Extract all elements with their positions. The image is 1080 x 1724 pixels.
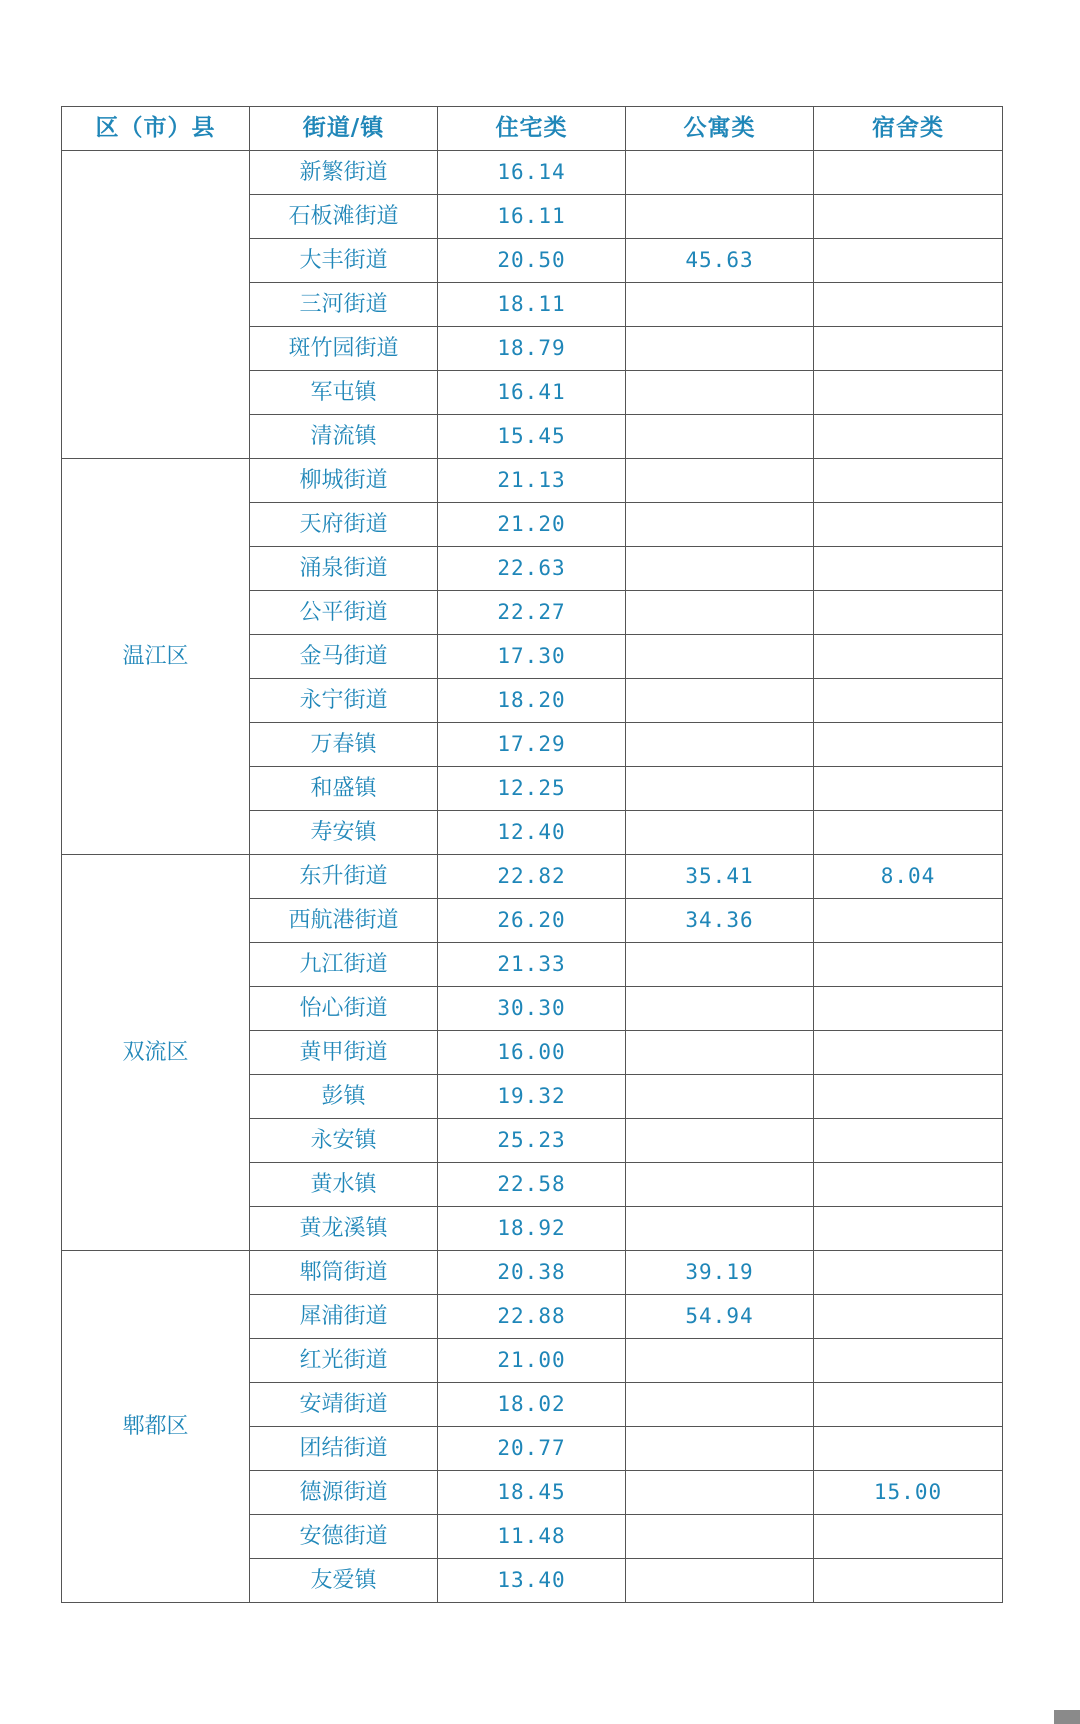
apartment-cell <box>626 679 814 723</box>
street-cell: 犀浦街道 <box>250 1295 438 1339</box>
residential-cell: 18.45 <box>438 1471 626 1515</box>
street-cell: 永宁街道 <box>250 679 438 723</box>
residential-cell: 20.50 <box>438 239 626 283</box>
street-cell: 三河街道 <box>250 283 438 327</box>
apartment-cell: 34.36 <box>626 899 814 943</box>
street-cell: 德源街道 <box>250 1471 438 1515</box>
apartment-cell <box>626 151 814 195</box>
district-cell: 双流区 <box>62 855 250 1251</box>
dormitory-cell <box>814 415 1003 459</box>
dormitory-cell <box>814 723 1003 767</box>
residential-cell: 19.32 <box>438 1075 626 1119</box>
district-cell <box>62 151 250 459</box>
street-cell: 九江街道 <box>250 943 438 987</box>
residential-cell: 20.38 <box>438 1251 626 1295</box>
apartment-cell <box>626 195 814 239</box>
residential-cell: 22.58 <box>438 1163 626 1207</box>
dormitory-cell <box>814 1559 1003 1603</box>
dormitory-cell <box>814 635 1003 679</box>
apartment-cell <box>626 943 814 987</box>
apartment-cell <box>626 283 814 327</box>
dormitory-cell <box>814 1251 1003 1295</box>
dormitory-cell <box>814 899 1003 943</box>
apartment-cell: 54.94 <box>626 1295 814 1339</box>
residential-cell: 30.30 <box>438 987 626 1031</box>
apartment-cell <box>626 723 814 767</box>
apartment-cell <box>626 371 814 415</box>
residential-cell: 11.48 <box>438 1515 626 1559</box>
dormitory-cell <box>814 987 1003 1031</box>
street-cell: 西航港街道 <box>250 899 438 943</box>
residential-cell: 26.20 <box>438 899 626 943</box>
apartment-cell <box>626 327 814 371</box>
street-cell: 黄龙溪镇 <box>250 1207 438 1251</box>
residential-cell: 18.11 <box>438 283 626 327</box>
street-cell: 和盛镇 <box>250 767 438 811</box>
apartment-cell <box>626 1339 814 1383</box>
street-cell: 东升街道 <box>250 855 438 899</box>
residential-cell: 21.00 <box>438 1339 626 1383</box>
residential-cell: 16.11 <box>438 195 626 239</box>
table-row <box>62 1251 1003 1295</box>
apartment-cell <box>626 767 814 811</box>
street-cell: 安靖街道 <box>250 1383 438 1427</box>
street-cell: 清流镇 <box>250 415 438 459</box>
street-cell: 柳城街道 <box>250 459 438 503</box>
residential-cell: 21.33 <box>438 943 626 987</box>
residential-cell: 15.45 <box>438 415 626 459</box>
dormitory-cell <box>814 679 1003 723</box>
apartment-cell <box>626 1383 814 1427</box>
dormitory-cell <box>814 283 1003 327</box>
street-cell: 金马街道 <box>250 635 438 679</box>
apartment-cell <box>626 635 814 679</box>
table-row <box>62 459 1003 503</box>
dormitory-cell <box>814 239 1003 283</box>
header-residential: 住宅类 <box>438 107 626 151</box>
table-row <box>62 151 1003 195</box>
street-cell: 永安镇 <box>250 1119 438 1163</box>
apartment-cell <box>626 1471 814 1515</box>
street-cell: 大丰街道 <box>250 239 438 283</box>
residential-cell: 16.14 <box>438 151 626 195</box>
residential-cell: 16.41 <box>438 371 626 415</box>
street-cell: 万春镇 <box>250 723 438 767</box>
street-cell: 团结街道 <box>250 1427 438 1471</box>
street-cell: 黄甲街道 <box>250 1031 438 1075</box>
dormitory-cell <box>814 459 1003 503</box>
apartment-cell <box>626 547 814 591</box>
dormitory-cell <box>814 1031 1003 1075</box>
header-row <box>62 107 1003 151</box>
residential-cell: 18.20 <box>438 679 626 723</box>
residential-cell: 22.88 <box>438 1295 626 1339</box>
street-cell: 黄水镇 <box>250 1163 438 1207</box>
dormitory-cell <box>814 1427 1003 1471</box>
apartment-cell <box>626 1163 814 1207</box>
header-district: 区（市）县 <box>62 107 250 151</box>
apartment-cell <box>626 1427 814 1471</box>
header-street: 街道/镇 <box>250 107 438 151</box>
residential-cell: 18.79 <box>438 327 626 371</box>
district-cell: 郫都区 <box>62 1251 250 1603</box>
dormitory-cell <box>814 811 1003 855</box>
corner-mark <box>1054 1710 1080 1724</box>
residential-cell: 12.25 <box>438 767 626 811</box>
dormitory-cell <box>814 151 1003 195</box>
residential-cell: 17.29 <box>438 723 626 767</box>
street-cell: 寿安镇 <box>250 811 438 855</box>
dormitory-cell <box>814 943 1003 987</box>
dormitory-cell <box>814 767 1003 811</box>
dormitory-cell <box>814 1119 1003 1163</box>
apartment-cell: 39.19 <box>626 1251 814 1295</box>
dormitory-cell <box>814 1383 1003 1427</box>
apartment-cell <box>626 1515 814 1559</box>
residential-cell: 25.23 <box>438 1119 626 1163</box>
residential-cell: 22.82 <box>438 855 626 899</box>
dormitory-cell <box>814 503 1003 547</box>
dormitory-cell: 8.04 <box>814 855 1003 899</box>
apartment-cell <box>626 503 814 547</box>
residential-cell: 18.92 <box>438 1207 626 1251</box>
apartment-cell: 35.41 <box>626 855 814 899</box>
apartment-cell: 45.63 <box>626 239 814 283</box>
street-cell: 军屯镇 <box>250 371 438 415</box>
apartment-cell <box>626 811 814 855</box>
apartment-cell <box>626 415 814 459</box>
header-dormitory: 宿舍类 <box>814 107 1003 151</box>
street-cell: 涌泉街道 <box>250 547 438 591</box>
dormitory-cell <box>814 327 1003 371</box>
apartment-cell <box>626 1031 814 1075</box>
table-row <box>62 855 1003 899</box>
residential-cell: 22.63 <box>438 547 626 591</box>
street-cell: 天府街道 <box>250 503 438 547</box>
apartment-cell <box>626 1119 814 1163</box>
residential-cell: 16.00 <box>438 1031 626 1075</box>
residential-cell: 22.27 <box>438 591 626 635</box>
street-cell: 彭镇 <box>250 1075 438 1119</box>
street-cell: 郫筒街道 <box>250 1251 438 1295</box>
table-container <box>61 106 1002 1603</box>
dormitory-cell <box>814 371 1003 415</box>
apartment-cell <box>626 987 814 1031</box>
price-table <box>61 106 1003 1603</box>
residential-cell: 12.40 <box>438 811 626 855</box>
dormitory-cell <box>814 1163 1003 1207</box>
dormitory-cell <box>814 1339 1003 1383</box>
district-cell: 温江区 <box>62 459 250 855</box>
dormitory-cell <box>814 195 1003 239</box>
street-cell: 石板滩街道 <box>250 195 438 239</box>
dormitory-cell <box>814 1515 1003 1559</box>
street-cell: 新繁街道 <box>250 151 438 195</box>
street-cell: 安德街道 <box>250 1515 438 1559</box>
street-cell: 斑竹园街道 <box>250 327 438 371</box>
dormitory-cell: 15.00 <box>814 1471 1003 1515</box>
apartment-cell <box>626 459 814 503</box>
table-body <box>62 151 1003 1603</box>
residential-cell: 20.77 <box>438 1427 626 1471</box>
residential-cell: 13.40 <box>438 1559 626 1603</box>
residential-cell: 21.20 <box>438 503 626 547</box>
header-apartment: 公寓类 <box>626 107 814 151</box>
dormitory-cell <box>814 591 1003 635</box>
dormitory-cell <box>814 547 1003 591</box>
apartment-cell <box>626 1207 814 1251</box>
apartment-cell <box>626 591 814 635</box>
street-cell: 红光街道 <box>250 1339 438 1383</box>
street-cell: 公平街道 <box>250 591 438 635</box>
residential-cell: 21.13 <box>438 459 626 503</box>
apartment-cell <box>626 1559 814 1603</box>
dormitory-cell <box>814 1075 1003 1119</box>
street-cell: 怡心街道 <box>250 987 438 1031</box>
residential-cell: 17.30 <box>438 635 626 679</box>
residential-cell: 18.02 <box>438 1383 626 1427</box>
dormitory-cell <box>814 1295 1003 1339</box>
dormitory-cell <box>814 1207 1003 1251</box>
street-cell: 友爱镇 <box>250 1559 438 1603</box>
apartment-cell <box>626 1075 814 1119</box>
